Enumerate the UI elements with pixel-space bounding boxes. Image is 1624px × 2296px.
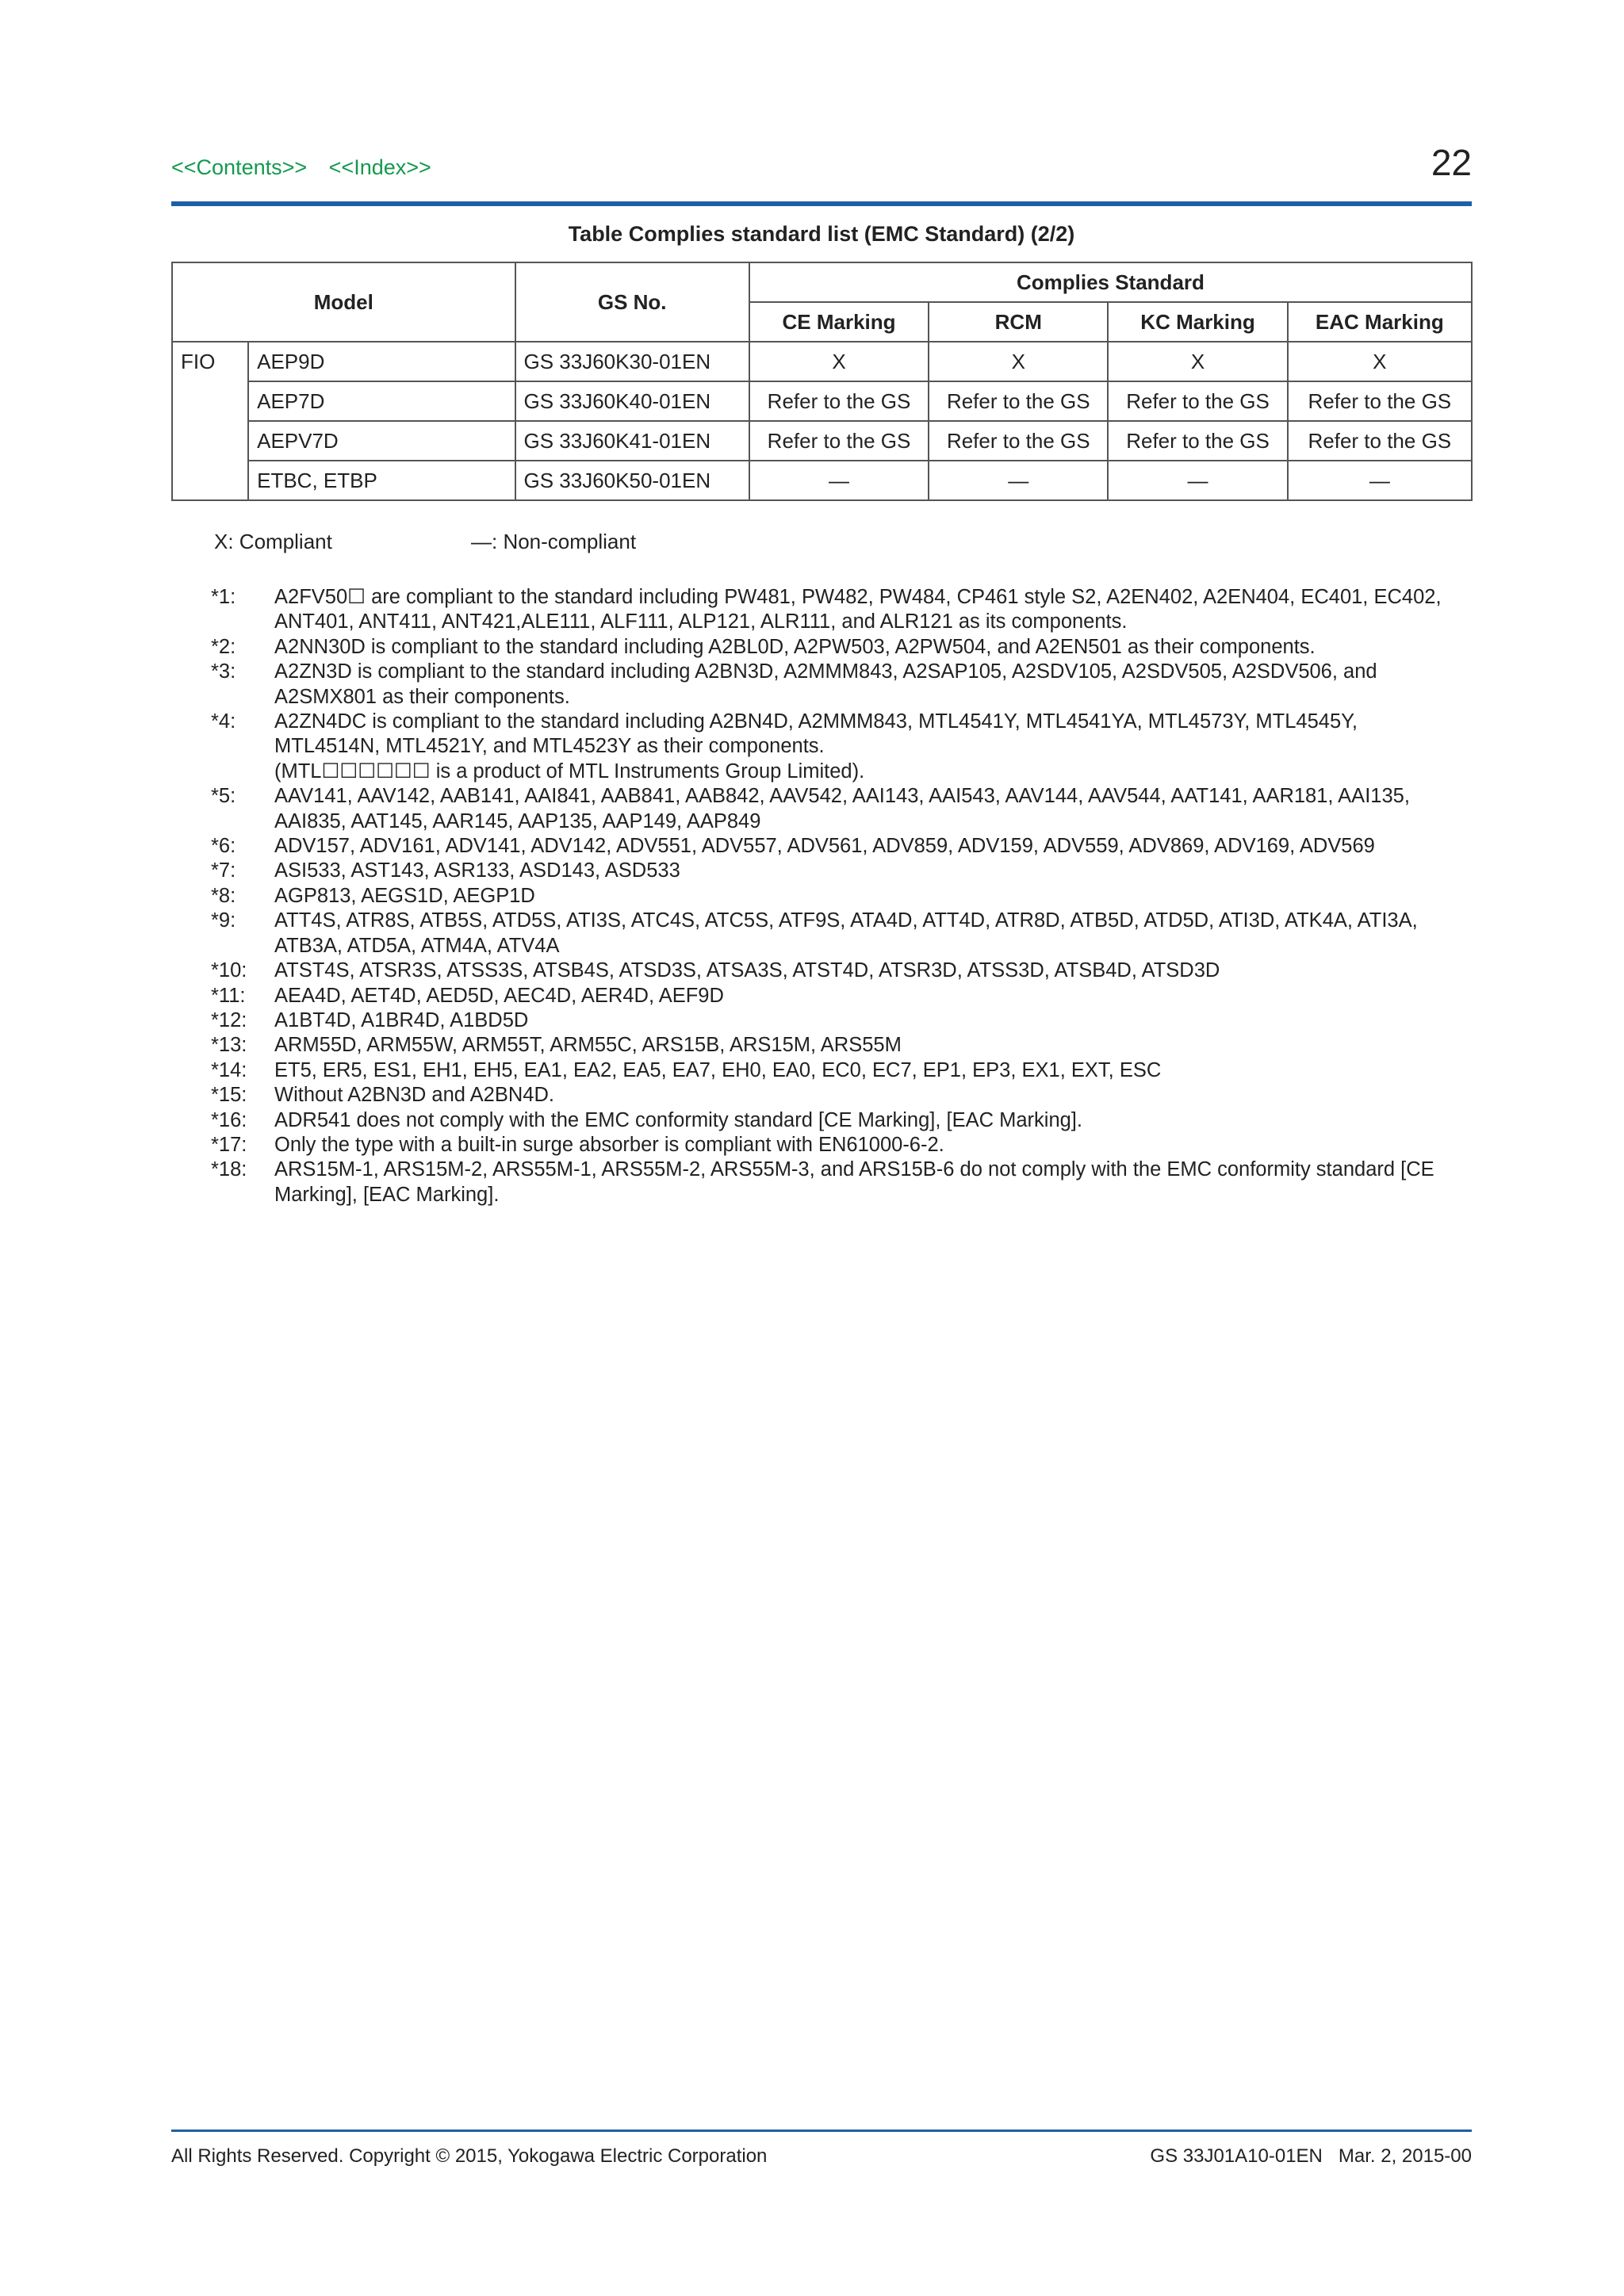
footer-rule [171,2130,1472,2132]
note-text: ET5, ER5, ES1, EH1, EH5, EA1, EA2, EA5, EA7, EH0, EA0, EC0, EC7, EP1, EP3, EX1, EXT, ESC [274,1058,1162,1081]
legend [214,530,636,554]
note-text: ATT4S, ATR8S, ATB5S, ATD5S, ATI3S, ATC4S, ATC5S, ATF9S, ATA4D, ATT4D, ATR8D, ATB5D, ATD5D, ATI3D, ATK4A, ATI3A, ATB3A, ATD5A, ATM4A, ATV4A [274,909,1418,957]
note-key: *6: [211,835,236,858]
header-gs-no: GS No. [515,262,749,342]
note-text: A2FV50☐ are compliant to the standard including PW481, PW482, PW484, CP461 style S2, A2EN402, A2EN404, EC401, EC402, ANT401, ANT411, ANT421,ALE111, ALF111, ALP121, ALR111, and ALR121 as its components. [274,586,1442,633]
rcm-cell: — [929,461,1108,500]
note-item [211,760,1448,784]
note-key: *11: [211,984,246,1007]
note-key: *1: [211,586,236,608]
model-cell: AEPV7D [248,421,515,461]
note-key: *9: [211,909,236,932]
note-key: *3: [211,660,236,683]
footer-doc-id: GS 33J01A10-01EN Mar. 2, 2015-00 [1150,2145,1472,2167]
note-item [211,1083,1448,1108]
note-key: *5: [211,785,236,808]
legend-compliant: X: Compliant [214,530,332,553]
note-key: *2: [211,635,236,658]
table-row [172,421,1472,461]
note-text: (MTL☐☐☐☐☐☐ is a product of MTL Instruments Group Limited). [274,760,865,783]
note-key: *12: [211,1008,247,1031]
gs-cell: GS 33J60K30-01EN [515,342,749,381]
table-row [172,381,1472,421]
note-key: *17: [211,1133,247,1156]
eac-cell: Refer to the GS [1288,421,1472,461]
note-item [211,909,1448,959]
header-model: Model [172,262,515,342]
note-key: *4: [211,710,236,733]
note-item [211,710,1448,760]
kc-cell: X [1108,342,1287,381]
gs-cell: GS 33J60K41-01EN [515,421,749,461]
note-item [211,1008,1448,1033]
note-text: ARM55D, ARM55W, ARM55T, ARM55C, ARS15B, ARS15M, ARS55M [274,1034,902,1057]
note-item [211,585,1448,635]
note-text: AEA4D, AET4D, AED5D, AEC4D, AER4D, AEF9D [274,984,724,1007]
note-item [211,859,1448,883]
note-text: ASI533, AST143, ASR133, ASD143, ASD533 [274,859,680,882]
model-cell: AEP7D [248,381,515,421]
note-item [211,1158,1448,1207]
note-key: *13: [211,1034,247,1057]
emc-standard-table [171,262,1473,501]
note-item [211,984,1448,1008]
note-key: *18: [211,1158,247,1181]
eac-cell: — [1288,461,1472,500]
note-item [211,660,1448,710]
header-rcm: RCM [929,302,1108,342]
note-text: A2NN30D is compliant to the standard including A2BL0D, A2PW503, A2PW504, and A2EN501 as their components. [274,635,1316,658]
note-text: Only the type with a built-in surge absorber is compliant with EN61000-6-2. [274,1133,944,1156]
kc-cell: Refer to the GS [1108,421,1287,461]
note-text: A2ZN4DC is compliant to the standard including A2BN4D, A2MMM843, MTL4541Y, MTL4541YA, MTL4573Y, MTL4545Y, MTL4514N, MTL4521Y, and MTL4523Y as their components. [274,710,1358,758]
gs-cell: GS 33J60K50-01EN [515,461,749,500]
nav-links [171,155,447,180]
note-item [211,635,1448,660]
note-item [211,784,1448,834]
note-key: *15: [211,1084,247,1107]
note-text: A1BT4D, A1BR4D, A1BD5D [274,1008,529,1031]
note-text: ADR541 does not comply with the EMC conformity standard [CE Marking], [EAC Marking]. [274,1108,1082,1131]
contents-link[interactable]: <<Contents>> [171,155,308,179]
header-complies-standard: Complies Standard [749,262,1472,302]
table-row [172,461,1472,500]
notes-list [211,585,1448,1207]
ce-cell: Refer to the GS [749,421,929,461]
header-eac-marking: EAC Marking [1288,302,1472,342]
note-item [211,1033,1448,1058]
rcm-cell: X [929,342,1108,381]
table-title: Table Complies standard list (EMC Standard) (2/2) [568,222,1075,246]
ce-cell: — [749,461,929,500]
note-item [211,834,1448,859]
legend-non-compliant: —: Non-compliant [471,530,637,553]
note-text: ARS15M-1, ARS15M-2, ARS55M-1, ARS55M-2, ARS55M-3, and ARS15B-6 do not comply with the EMC conformity standard [CE Marking], [EAC Marking]. [274,1158,1434,1206]
table-row [172,342,1472,381]
note-item [211,959,1448,983]
header-kc-marking: KC Marking [1108,302,1287,342]
rcm-cell: Refer to the GS [929,381,1108,421]
note-text: AAV141, AAV142, AAB141, AAI841, AAB841, AAB842, AAV542, AAI143, AAI543, AAV144, AAV544, AAT141, AAR181, AAI135, AAI835, AAT145, AAR145, AAP135, AAP149, AAP849 [274,785,1410,832]
footer-copyright: All Rights Reserved. Copyright © 2015, Yokogawa Electric Corporation [171,2145,768,2167]
page-header [171,141,1472,181]
model-cell: ETBC, ETBP [248,461,515,500]
note-text: A2ZN3D is compliant to the standard including A2BN3D, A2MMM843, A2SAP105, A2SDV105, A2SDV505, A2SDV506, and A2SMX801 as their components. [274,660,1377,708]
note-item [211,1108,1448,1133]
gs-cell: GS 33J60K40-01EN [515,381,749,421]
table-header-row [172,262,1472,302]
kc-cell: Refer to the GS [1108,381,1287,421]
note-key [211,760,274,784]
ce-cell: Refer to the GS [749,381,929,421]
header-rule [171,201,1472,206]
note-key: *8: [211,884,236,907]
note-item [211,884,1448,909]
ce-cell: X [749,342,929,381]
header-ce-marking: CE Marking [749,302,929,342]
note-text: ATST4S, ATSR3S, ATSS3S, ATSB4S, ATSD3S, ATSA3S, ATST4D, ATSR3D, ATSS3D, ATSB4D, ATSD3D [274,959,1220,982]
note-key: *16: [211,1108,247,1131]
rcm-cell: Refer to the GS [929,421,1108,461]
index-link[interactable]: <<Index>> [328,155,431,179]
kc-cell: — [1108,461,1287,500]
model-cell: AEP9D [248,342,515,381]
note-item [211,1058,1448,1083]
note-item [211,1133,1448,1158]
note-text: ADV157, ADV161, ADV141, ADV142, ADV551, ADV557, ADV561, ADV859, ADV159, ADV559, ADV869, ADV169, ADV569 [274,835,1375,858]
note-text: AGP813, AEGS1D, AEGP1D [274,884,535,907]
eac-cell: X [1288,342,1472,381]
note-key: *14: [211,1058,247,1081]
note-text: Without A2BN3D and A2BN4D. [274,1084,554,1107]
note-key: *7: [211,859,236,882]
note-key: *10: [211,959,247,982]
eac-cell: Refer to the GS [1288,381,1472,421]
group-label: FIO [172,342,248,500]
page-number: 22 [1431,142,1472,183]
